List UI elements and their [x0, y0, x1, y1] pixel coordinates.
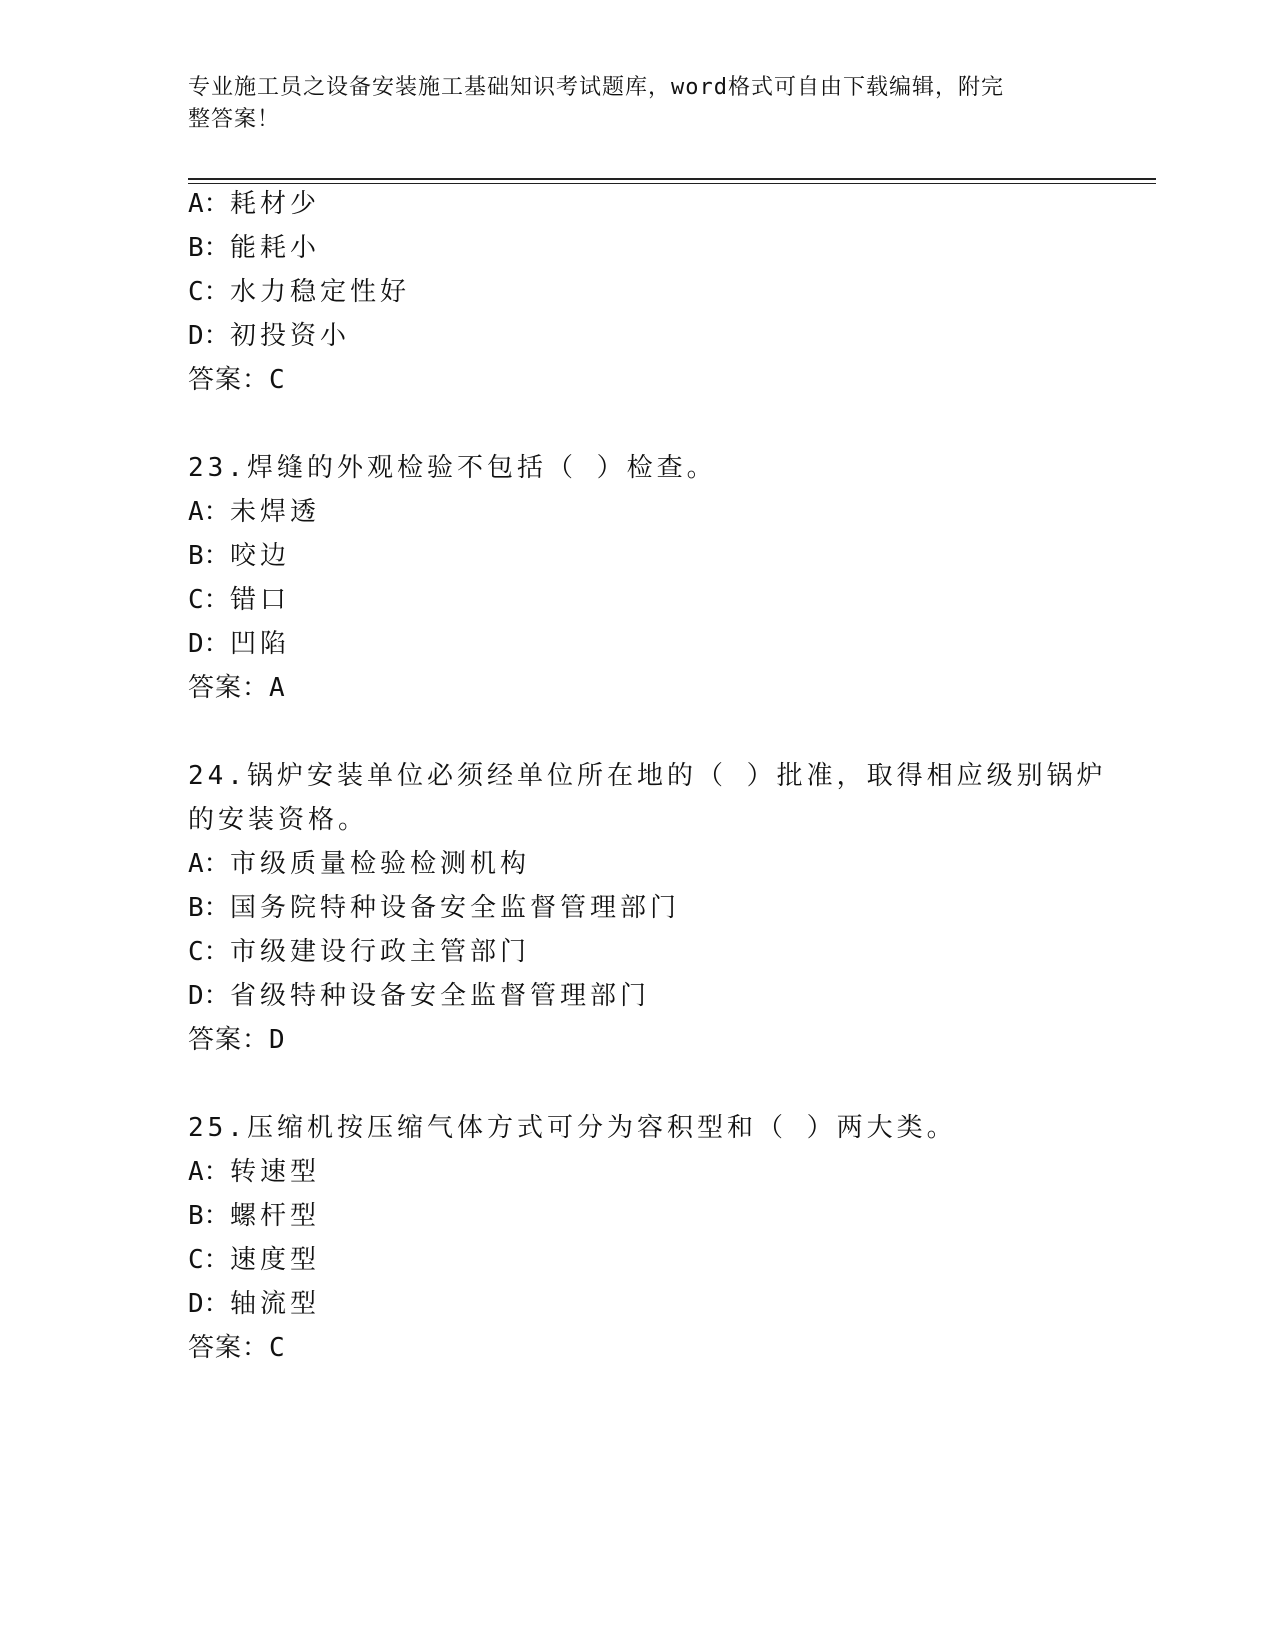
option-letter: C： [188, 1245, 230, 1275]
q24-option-b [188, 890, 680, 926]
header-title-line-1: 专业施工员之设备安装施工基础知识考试题库，word格式可自由下载编辑，附完 [188, 75, 1004, 100]
option-text: 轴流型 [230, 1289, 321, 1319]
option-text: 市级质量检验检测机构 [230, 849, 531, 879]
option-text: 咬边 [230, 541, 291, 571]
option-letter: C： [188, 585, 230, 615]
option-text: 国务院特种设备安全监督管理部门 [230, 893, 681, 923]
q24-question-line-1: 24.锅炉安装单位必须经单位所在地的（ ）批准，取得相应级别锅炉 [188, 761, 1107, 791]
option-letter: A： [188, 1157, 230, 1187]
answer-label: 答案： [188, 1025, 270, 1055]
option-letter: D： [188, 321, 230, 351]
document-header [188, 72, 1068, 136]
option-text: 转速型 [230, 1157, 321, 1187]
option-letter: A： [188, 189, 230, 219]
option-letter: D： [188, 1289, 230, 1319]
q22-option-d [188, 318, 350, 354]
answer-label: 答案： [188, 1333, 270, 1363]
option-text: 能耗小 [230, 233, 321, 263]
q22-option-a [188, 186, 320, 222]
option-letter: A： [188, 849, 230, 879]
q24-option-a [188, 846, 530, 882]
q23-option-d [188, 626, 290, 662]
q25-answer [188, 1330, 286, 1366]
answer-label: 答案： [188, 673, 270, 703]
q24-option-d [188, 978, 650, 1014]
q24-answer [188, 1022, 286, 1058]
option-letter: B： [188, 541, 230, 571]
q25-question: 25.压缩机按压缩气体方式可分为容积型和（ ）两大类。 [188, 1113, 957, 1143]
q23-option-a [188, 494, 320, 530]
option-text: 耗材少 [230, 189, 321, 219]
option-letter: C： [188, 937, 230, 967]
q23-answer [188, 670, 286, 706]
option-letter: B： [188, 1201, 230, 1231]
q22-option-b [188, 230, 320, 266]
option-letter: D： [188, 981, 230, 1011]
q24-option-c [188, 934, 530, 970]
q24-question-line-2: 的安装资格。 [188, 805, 369, 835]
q23-option-b [188, 538, 290, 574]
option-letter: C： [188, 277, 230, 307]
q23-question: 23.焊缝的外观检验不包括（ ）检查。 [188, 453, 717, 483]
option-text: 速度型 [230, 1245, 321, 1275]
answer-value: A [269, 673, 286, 703]
answer-value: D [269, 1025, 286, 1055]
q25-option-c [188, 1242, 320, 1278]
option-text: 螺杆型 [230, 1201, 321, 1231]
q22-option-c [188, 274, 410, 310]
q25-option-d [188, 1286, 320, 1322]
answer-value: C [269, 1333, 286, 1363]
q25-option-b [188, 1198, 320, 1234]
option-text: 凹陷 [230, 629, 291, 659]
header-divider-thin [188, 183, 1156, 184]
answer-label: 答案： [188, 365, 270, 395]
option-text: 水力稳定性好 [230, 277, 411, 307]
q22-answer [188, 362, 286, 398]
option-letter: D： [188, 629, 230, 659]
answer-value: C [269, 365, 286, 395]
option-letter: B： [188, 233, 230, 263]
q23-option-c [188, 582, 290, 618]
option-text: 初投资小 [230, 321, 351, 351]
option-text: 省级特种设备安全监督管理部门 [230, 981, 651, 1011]
option-text: 未焊透 [230, 497, 321, 527]
option-text: 市级建设行政主管部门 [230, 937, 531, 967]
option-text: 错口 [230, 585, 291, 615]
option-letter: A： [188, 497, 230, 527]
header-divider-thick [188, 178, 1156, 180]
q25-option-a [188, 1154, 320, 1190]
header-title-line-2: 整答案！ [188, 107, 281, 132]
option-letter: B： [188, 893, 230, 923]
